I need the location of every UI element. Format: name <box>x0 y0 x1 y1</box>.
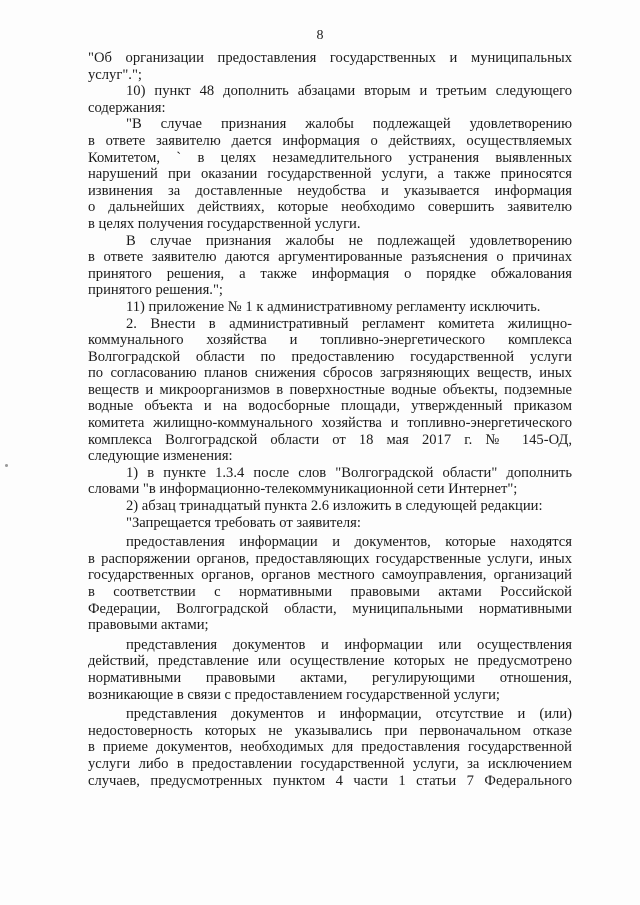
text-line: "Об организации предоставления государственных и муниципальных <box>88 50 572 66</box>
text-line: случаев, предусмотренных пунктом 4 части 1 статьи 7 Федерального <box>88 772 572 789</box>
page-number: 8 <box>316 28 324 43</box>
text-line: В случае признания жалобы не подлежащей удовлетворению <box>126 232 572 249</box>
text-line: предоставления информации и документов, которые находятся <box>126 534 572 551</box>
text-line: действий, представление или осуществление которых не предусмотрено <box>88 653 572 670</box>
text-line: "В случае признания жалобы подлежащей удовлетворению <box>126 116 572 133</box>
text-line: комитета жилищно-коммунального хозяйства и топливно-энергетического <box>88 415 572 432</box>
text-line: словами "в информационно-телекоммуникационной сети Интернет"; <box>88 481 518 498</box>
text-line: недостоверность которых не указывались при первоначальном отказе <box>88 722 572 739</box>
text-line: 1) в пункте 1.3.4 после слов "Волгоградской области" дополнить <box>126 464 572 481</box>
text-line: по согласованию планов снижения сбросов загрязняющих веществ, иных <box>88 365 572 382</box>
text-line: в соответствии с нормативными правовыми актами Российской <box>88 584 572 600</box>
text-line: государственных органов, органов местного самоуправления, организаций <box>88 567 572 584</box>
text-line: представления документов и информации, отсутствие и (или) <box>126 706 572 723</box>
text-line: услуги либо в предоставлении государственной услуги, за исключением <box>88 755 572 772</box>
text-line: Федерации, Волгоградской области, муниципальными нормативными <box>88 600 572 617</box>
document-text <box>88 50 572 789</box>
text-line: водные объекта и на водосборные площади, утвержденный приказом <box>88 398 572 415</box>
text-line: веществ и микроорганизмов в поверхностные водные объекты, подземные <box>88 381 572 398</box>
text-line: принятого решения."; <box>88 282 223 299</box>
text-line: нормативными правовыми актами, регулирующими отношения, <box>88 669 572 686</box>
text-line: услуг"."; <box>88 66 142 83</box>
text-line: в целях получения государственной услуги. <box>88 215 361 232</box>
text-line: представления документов и информации или осуществления <box>126 636 572 653</box>
text-line: в распоряжении органов, предоставляющих государственные услуги, иных <box>88 550 572 567</box>
text-line: 2) абзац тринадцатый пункта 2.6 изложить в следующей редакции: <box>126 498 543 515</box>
scan-speck <box>5 464 8 467</box>
text-line: 10) пункт 48 дополнить абзацами вторым и третьим следующего <box>126 83 572 100</box>
text-line: 2. Внести в административный регламент комитета жилищно- <box>126 315 572 332</box>
text-line: Волгоградской области по предоставлению государственной услуги <box>88 348 572 365</box>
text-line: в приеме документов, необходимых для предоставления государственной <box>88 739 572 756</box>
text-line: возникающие в связи с предоставлением государственной услуги; <box>88 686 500 703</box>
text-line: в ответе заявителю дается информация о действиях, осуществляемых <box>88 132 572 149</box>
text-line: принятого решения, а также информация о порядке обжалования <box>88 265 572 282</box>
text-line: в ответе заявителю даются аргументированные разъяснения о причинах <box>88 249 572 266</box>
text-line: правовыми актами; <box>88 617 209 634</box>
text-line: коммунального хозяйства и топливно-энергетического комплекса <box>88 332 572 349</box>
text-line: нарушений при оказании государственной услуги, а также приносятся <box>88 166 572 183</box>
text-line: о дальнейших действиях, которые необходимо совершить заявителю <box>88 199 572 216</box>
text-line: "Запрещается требовать от заявителя: <box>126 514 361 531</box>
text-line: следующие изменения: <box>88 448 233 465</box>
text-line: содержания: <box>88 99 166 116</box>
text-line: комплекса Волгоградской области от 18 мая 2017 г. № 145-ОД, <box>88 431 572 448</box>
text-line: Комитетом, ` в целях незамедлительного устранения выявленных <box>88 149 572 166</box>
text-line: извинения за доставленные неудобства и указывается информация <box>88 182 572 199</box>
text-line: 11) приложение № 1 к административному регламенту исключить. <box>126 298 541 315</box>
